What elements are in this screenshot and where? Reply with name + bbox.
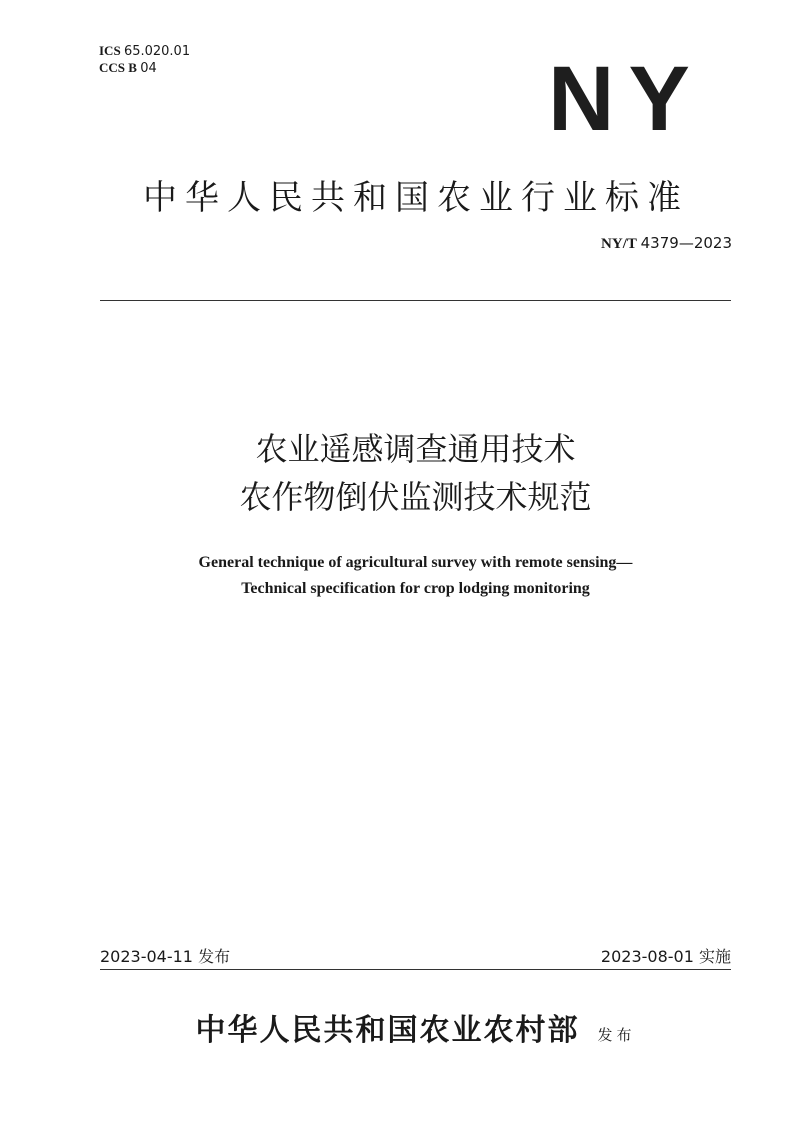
implementation-date-value: 2023-08-01 — [600, 947, 694, 966]
standard-number — [601, 234, 732, 253]
ccs-code — [99, 60, 190, 77]
document-title — [100, 425, 731, 521]
document-title-line2: 农作物倒伏监测技术规范 — [239, 478, 592, 516]
ics-value: 65.020.01 — [123, 44, 191, 59]
ics-label: ICS — [99, 43, 121, 58]
issue-date — [100, 944, 230, 967]
top-divider — [100, 300, 731, 301]
ics-code — [99, 43, 190, 60]
publisher — [100, 1005, 731, 1049]
standard-number-prefix: NY/T — [601, 236, 637, 252]
ny-logo: NY — [548, 48, 704, 150]
english-title-line2: Technical specification for crop lodging monitoring — [241, 580, 590, 597]
ccs-label: CCS B — [99, 60, 137, 75]
issue-date-label: 发布 — [198, 947, 231, 966]
ccs-value: 04 — [140, 61, 157, 76]
document-title-line1: 农业遥感调查通用技术 — [255, 430, 576, 468]
issue-date-value: 2023-04-11 — [100, 947, 193, 966]
publisher-name: 中华人民共和国农业农村部 — [195, 1014, 580, 1047]
classification-codes — [99, 43, 190, 77]
standard-category-title: 中华人民共和国农业行业标准 — [143, 178, 689, 218]
bottom-divider — [100, 969, 731, 970]
english-title — [100, 550, 731, 602]
standard-number-value: 4379—2023 — [640, 234, 732, 252]
english-title-line1: General technique of agricultural survey with remote sensing— — [198, 554, 633, 571]
implementation-date — [601, 944, 731, 967]
implementation-date-label: 实施 — [698, 947, 731, 966]
publisher-action: 发布 — [597, 1026, 636, 1044]
